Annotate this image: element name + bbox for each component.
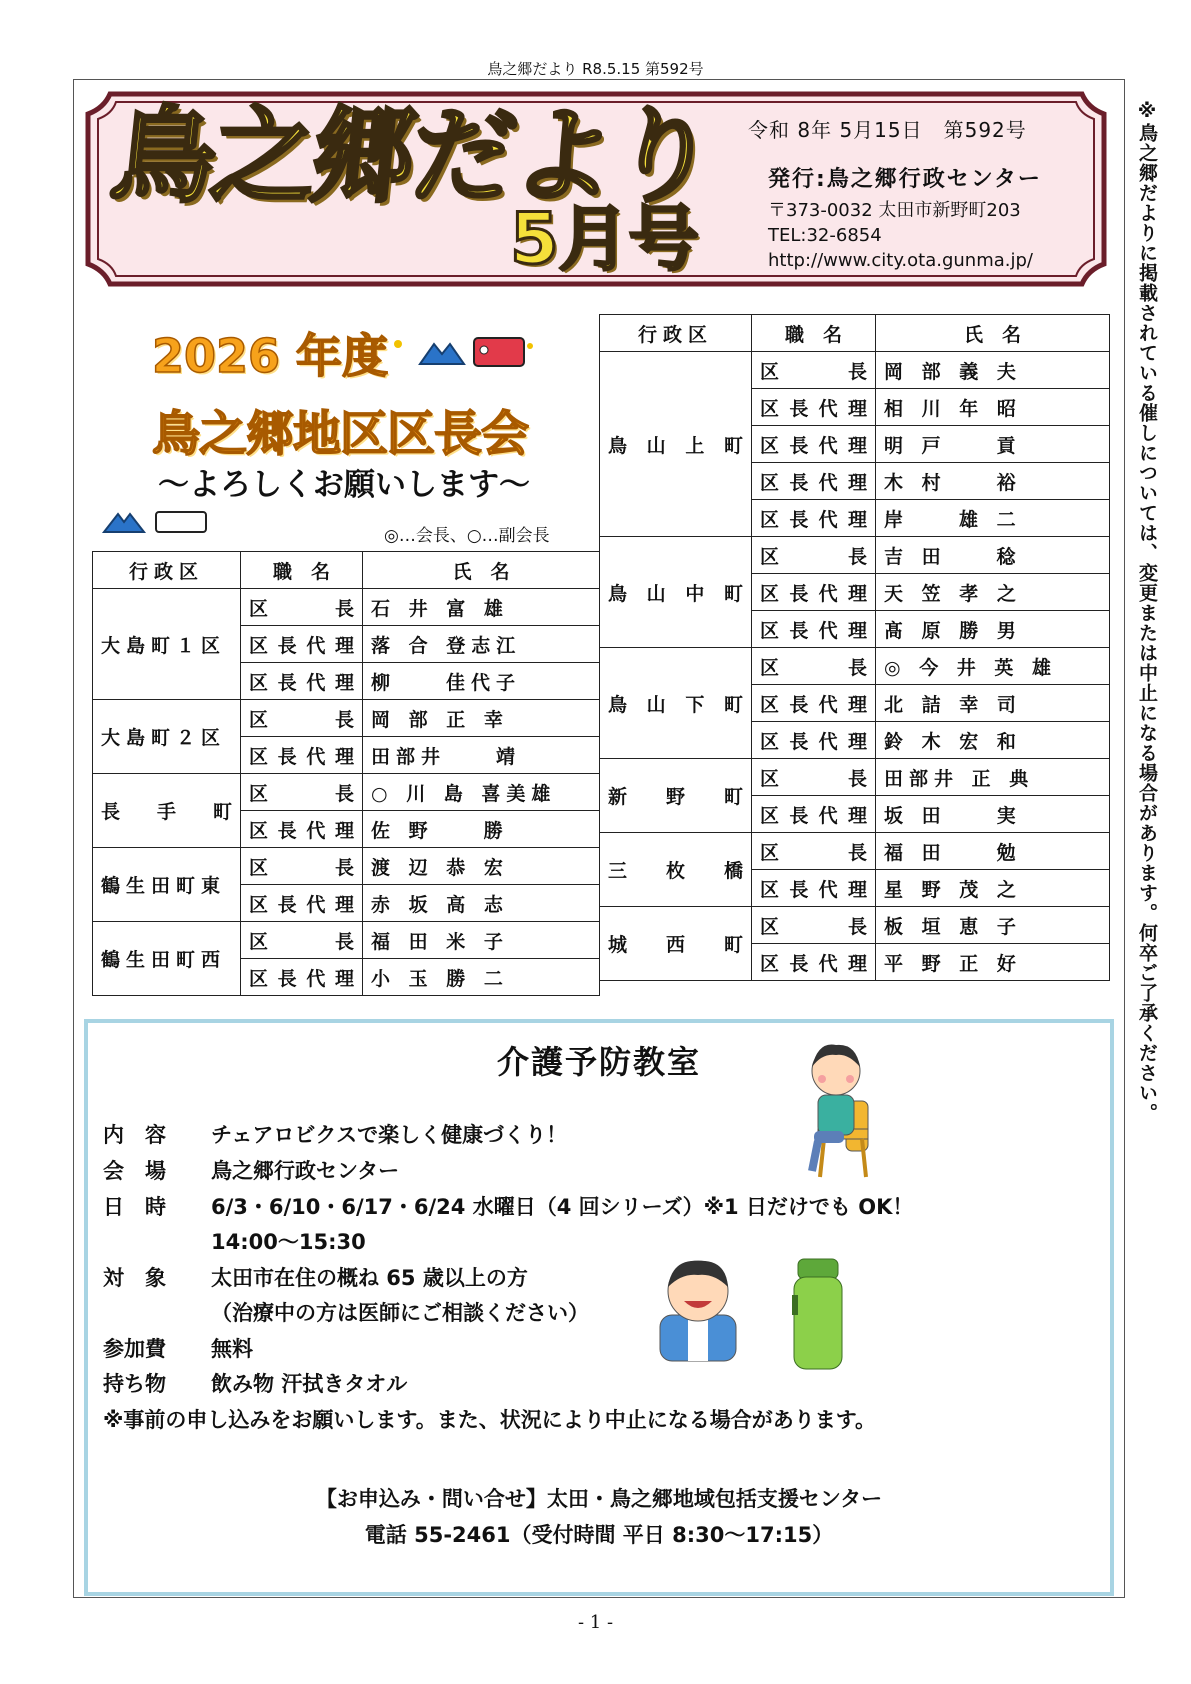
name-cell: 北 詰 幸 司 [876, 685, 1110, 722]
header-line: 鳥之郷だより R8.5.15 第592号 [487, 60, 704, 78]
water-bottle-illustration [788, 1255, 848, 1375]
bring-row [103, 1367, 407, 1401]
role-cell: 区長代理 [241, 737, 363, 774]
fee-row [103, 1332, 253, 1366]
venue-label: 会 場 [103, 1159, 166, 1183]
name-cell: 坂 田 実 [876, 796, 1110, 833]
contact-info [768, 198, 1033, 273]
koinobori-icon [156, 512, 206, 532]
role-cell: 区長代理 [752, 796, 876, 833]
role-cell: 区長代理 [752, 389, 876, 426]
role-cell: 区長代理 [241, 626, 363, 663]
table-row [93, 922, 600, 959]
venue-row [103, 1154, 399, 1188]
name-cell: 柳 佳代子 [363, 663, 600, 700]
name-cell: 田部井 正 典 [876, 759, 1110, 796]
name-cell: 平 野 正 好 [876, 944, 1110, 981]
role-cell: 区 長 [241, 774, 363, 811]
target-note: （治療中の方は医師にご相談ください） [211, 1301, 589, 1325]
time-text: 14:00〜15:30 [211, 1230, 366, 1254]
target-label: 対 象 [103, 1266, 166, 1290]
role-cell: 区 長 [752, 648, 876, 685]
role-cell: 区長代理 [752, 722, 876, 759]
masthead-title: 鳥之郷だより [105, 95, 719, 217]
kaigo-yobou-box [84, 1019, 1114, 1596]
role-cell: 区 長 [241, 700, 363, 737]
right-district-table [599, 314, 1110, 981]
name-cell: 渡 辺 恭 宏 [363, 848, 600, 885]
role-cell: 区長代理 [752, 944, 876, 981]
table-row [600, 537, 1110, 574]
role-cell: 区長代理 [752, 500, 876, 537]
name-cell: 佐 野 勝 [363, 811, 600, 848]
kaigo-title: 介護予防教室 [496, 1043, 701, 1081]
decoration-row [390, 330, 540, 374]
name-cell: 髙 原 勝 男 [876, 611, 1110, 648]
contact-block [88, 1481, 1110, 1553]
district-cell: 大島町１区 [93, 589, 241, 700]
table-header-row [600, 315, 1110, 352]
header-name: 氏 名 [876, 315, 1110, 352]
website-url: http://www.city.ota.gunma.jp/ [768, 250, 1033, 271]
district-cell: 三枚橋 [600, 833, 752, 907]
fee-label: 参加費 [103, 1337, 166, 1361]
role-cell: 区 長 [752, 907, 876, 944]
page-number: - 1 - [577, 1612, 614, 1633]
content-text: チェアロビクスで楽しく健康づくり！ [211, 1123, 568, 1147]
name-cell: 明 戸 貢 [876, 426, 1110, 463]
name-cell: 福 田 勉 [876, 833, 1110, 870]
table-row [93, 774, 600, 811]
smiling-man-illustration [648, 1253, 748, 1363]
issue-date: 令和 8年 5月15日 第592号 [748, 118, 1027, 142]
address: 〒373-0032 太田市新野町203 [768, 200, 1021, 221]
table-row [600, 759, 1110, 796]
name-cell: 岸 雄 二 [876, 500, 1110, 537]
role-cell: 区 長 [752, 537, 876, 574]
phone-text: 電話 55-2461（受付時間 平日 8:30〜17:15） [364, 1523, 834, 1547]
district-cell: 新野町 [600, 759, 752, 833]
name-cell: 吉 田 稔 [876, 537, 1110, 574]
header-name: 氏 名 [363, 552, 600, 589]
district-cell: 鶴生田町東 [93, 848, 241, 922]
table-row [600, 352, 1110, 389]
header-district: 行政区 [600, 315, 752, 352]
name-cell: 星 野 茂 之 [876, 870, 1110, 907]
role-cell: 区長代理 [241, 663, 363, 700]
header-role: 職 名 [241, 552, 363, 589]
table-header-row [93, 552, 600, 589]
section-year: 2026 年度 [152, 329, 389, 383]
district-cell: 長手町 [93, 774, 241, 848]
name-cell: 赤 坂 高 志 [363, 885, 600, 922]
name-cell: 福 田 米 子 [363, 922, 600, 959]
name-cell: ◎ 今 井 英 雄 [876, 648, 1110, 685]
table-row [600, 833, 1110, 870]
name-cell: 落 合 登志江 [363, 626, 600, 663]
left-district-table [92, 551, 600, 996]
header-role: 職 名 [752, 315, 876, 352]
venue-text: 鳥之郷行政センター [211, 1159, 400, 1183]
telephone: TEL:32-6854 [768, 225, 882, 246]
side-note: ※鳥之郷だよりに掲載されている催しについては、変更または中止になる場合があります。何卒ご了承ください。 [1136, 100, 1158, 1123]
role-cell: 区長代理 [752, 685, 876, 722]
legend: ◎…会長、○…副会長 [384, 526, 550, 546]
table-row [93, 589, 600, 626]
name-cell: 岡 部 義 夫 [876, 352, 1110, 389]
name-cell: 小 玉 勝 二 [363, 959, 600, 996]
district-cell: 鶴生田町西 [93, 922, 241, 996]
role-cell: 区長代理 [752, 574, 876, 611]
name-cell: ○ 川 島 喜美雄 [363, 774, 600, 811]
role-cell: 区長代理 [752, 611, 876, 648]
datetime-row [103, 1190, 913, 1224]
name-cell: 相 川 年 昭 [876, 389, 1110, 426]
content-label: 内 容 [103, 1123, 166, 1147]
name-cell: 石 井 富 雄 [363, 589, 600, 626]
section-subtitle: 〜よろしくお願いします〜 [158, 467, 530, 503]
section-title: 鳥之郷地区区長会 [152, 406, 529, 462]
role-cell: 区長代理 [752, 870, 876, 907]
bring-text: 飲み物 汗拭きタオル [211, 1372, 408, 1396]
role-cell: 区長代理 [752, 463, 876, 500]
masthead [80, 86, 1112, 292]
district-cell: 鳥山上町 [600, 352, 752, 537]
name-cell: 岡 部 正 幸 [363, 700, 600, 737]
name-cell: 板 垣 恵 子 [876, 907, 1110, 944]
fee-text: 無料 [211, 1337, 253, 1361]
small-decoration [100, 506, 210, 536]
masthead-month: 5月号 [510, 198, 699, 280]
flower-icon [394, 340, 402, 348]
district-cell: 城西町 [600, 907, 752, 981]
kabuto-icon [420, 344, 464, 364]
header-district: 行政区 [93, 552, 241, 589]
role-cell: 区長代理 [241, 811, 363, 848]
publisher: 発行:鳥之郷行政センター [768, 167, 1042, 192]
role-cell: 区長代理 [752, 426, 876, 463]
contact-text: 【お申込み・問い合せ】太田・鳥之郷地域包括支援センター [315, 1487, 883, 1511]
name-cell: 鈴 木 宏 和 [876, 722, 1110, 759]
role-cell: 区長代理 [241, 959, 363, 996]
chair-exercise-illustration [788, 1031, 898, 1181]
note-text: ※事前の申し込みをお願いします。また、状況により中止になる場合があります。 [103, 1408, 877, 1432]
kabuto-icon [104, 514, 144, 532]
role-cell: 区 長 [241, 922, 363, 959]
role-cell: 区 長 [752, 833, 876, 870]
district-cell: 鳥山下町 [600, 648, 752, 759]
content-row [103, 1118, 567, 1152]
datetime-label: 日 時 [103, 1195, 166, 1219]
table-row [93, 848, 600, 885]
role-cell: 区 長 [241, 589, 363, 626]
koinobori-icon [474, 338, 524, 366]
datetime-text: 6/3・6/10・6/17・6/24 水曜日（4 回シリーズ）※1 日だけでも OK！ [211, 1195, 914, 1219]
role-cell: 区 長 [241, 848, 363, 885]
district-cell: 鳥山中町 [600, 537, 752, 648]
role-cell: 区長代理 [241, 885, 363, 922]
table-row [93, 700, 600, 737]
table-row [600, 648, 1110, 685]
target-text: 太田市在住の概ね 65 歳以上の方 [211, 1266, 528, 1290]
bring-label: 持ち物 [103, 1372, 166, 1396]
name-cell: 木 村 裕 [876, 463, 1110, 500]
table-row [600, 907, 1110, 944]
name-cell: 天 笠 孝 之 [876, 574, 1110, 611]
district-cell: 大島町２区 [93, 700, 241, 774]
role-cell: 区 長 [752, 759, 876, 796]
target-row [103, 1261, 528, 1295]
name-cell: 田部井 靖 [363, 737, 600, 774]
role-cell: 区 長 [752, 352, 876, 389]
